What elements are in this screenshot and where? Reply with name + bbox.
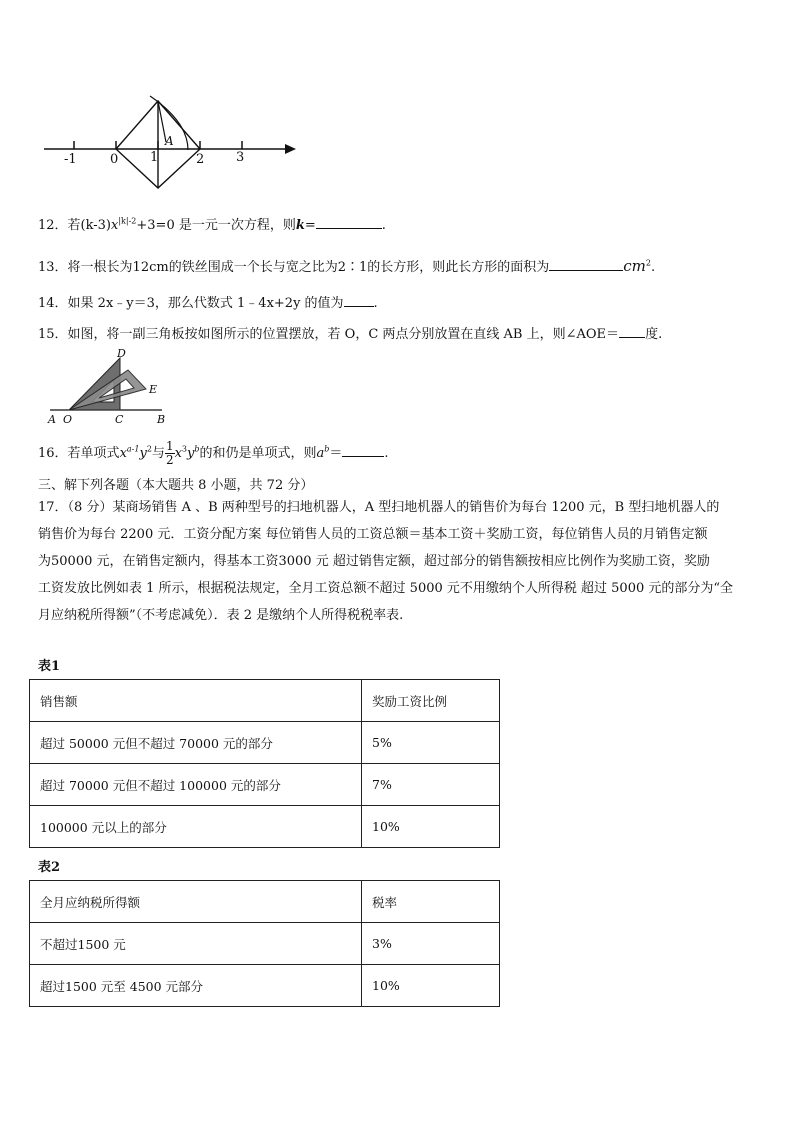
table-header-cell: 税率	[362, 881, 500, 923]
answer-blank	[316, 214, 382, 229]
table-row	[30, 965, 500, 1007]
tick-label-3: 3	[236, 150, 245, 165]
table-1	[29, 679, 500, 848]
table-header-cell: 销售额	[30, 680, 362, 722]
table-header-row	[30, 680, 500, 722]
table-2	[29, 880, 500, 1007]
tick-label-1: 1	[150, 150, 159, 165]
point-label-a: A	[165, 134, 174, 148]
table-row	[30, 764, 500, 806]
q17-line: 销售价为每台 2200 元．工资分配方案 每位销售人员的工资总额＝基本工资＋奖励工资，每位销售人员的月销售定额	[38, 527, 708, 542]
question-17	[38, 494, 760, 629]
tick-label-neg1: -1	[64, 152, 77, 167]
table-cell: 超过1500 元至 4500 元部分	[30, 965, 362, 1007]
table-cell: 5%	[362, 722, 500, 764]
table-cell: 10%	[362, 806, 500, 848]
answer-blank	[344, 292, 374, 307]
table-header-cell: 奖励工资比例	[362, 680, 500, 722]
answer-blank	[342, 442, 384, 457]
question-15: 15．如图，将一副三角板按如图所示的位置摆放，若 O，C 两点分别放置在直线 AB 上，则∠AOE＝ 度.	[38, 323, 662, 342]
number-line-figure	[38, 92, 308, 192]
table-cell: 超过 50000 元但不超过 70000 元的部分	[30, 722, 362, 764]
table-header-cell: 全月应纳税所得额	[30, 881, 362, 923]
answer-blank	[549, 256, 623, 271]
question-14: 14．如果 2x﹣y＝3，那么代数式 1﹣4x+2y 的值为 .	[38, 292, 378, 311]
q17-line: 17．（8 分）某商场销售 A 、B 两种型号的扫地机器人，A 型扫地机器人的销售价为每台 1200 元，B 型扫地机器人的	[38, 500, 720, 515]
table-2-label: 表2	[38, 860, 61, 875]
label-e: E	[149, 383, 158, 396]
table-cell: 100000 元以上的部分	[30, 806, 362, 848]
label-o: O	[63, 413, 73, 426]
table-row	[30, 722, 500, 764]
tick-label-0: 0	[110, 152, 119, 167]
tick-label-2: 2	[196, 152, 205, 167]
table-cell: 3%	[362, 923, 500, 965]
table-1-label: 表1	[38, 659, 61, 674]
table-row	[30, 923, 500, 965]
table-cell: 不超过1500 元	[30, 923, 362, 965]
label-b: B	[157, 413, 166, 426]
answer-blank	[619, 323, 645, 338]
q17-line: 工资发放比例如表 1 所示，根据税法规定，全月工资总额不超过 5000 元不用缴纳个人所得税 超过 5000 元的部分为“全	[38, 581, 734, 596]
table-cell: 7%	[362, 764, 500, 806]
q17-line: 为50000 元，在销售定额内，得基本工资3000 元 超过销售定额，超过部分的销售额按相应比例作为奖励工资，奖励	[38, 554, 710, 569]
label-c: C	[115, 413, 124, 426]
table-row	[30, 806, 500, 848]
section-heading: 三、解下列各题（本大题共 8 小题，共 72 分）	[38, 478, 314, 493]
set-squares-figure	[44, 346, 174, 426]
table-cell: 10%	[362, 965, 500, 1007]
question-13: 13．将一根长为12cm的铁丝围成一个长与宽之比为2∶1的长方形，则此长方形的面积为 $cm^2$.	[38, 257, 656, 275]
fraction: $\frac{1}{2}$	[165, 439, 174, 467]
q17-line: 月应纳税所得额”（不考虑减免）．表 2 是缴纳个人所得税税率表.	[38, 608, 404, 623]
label-a: A	[48, 413, 56, 426]
table-header-row	[30, 881, 500, 923]
table-cell: 超过 70000 元但不超过 100000 元的部分	[30, 764, 362, 806]
label-d: D	[117, 347, 126, 360]
question-12: 12．若$(k-3)x^{|k|-2}+3=0$ 是一元一次方程，则k= .	[38, 214, 386, 233]
question-16: 16．若单项式$x^{a-1}y^2$与 $\frac{1}{2}$ $x^3y^b$的和仍是单项式，则$a^b=$ .	[38, 439, 389, 467]
